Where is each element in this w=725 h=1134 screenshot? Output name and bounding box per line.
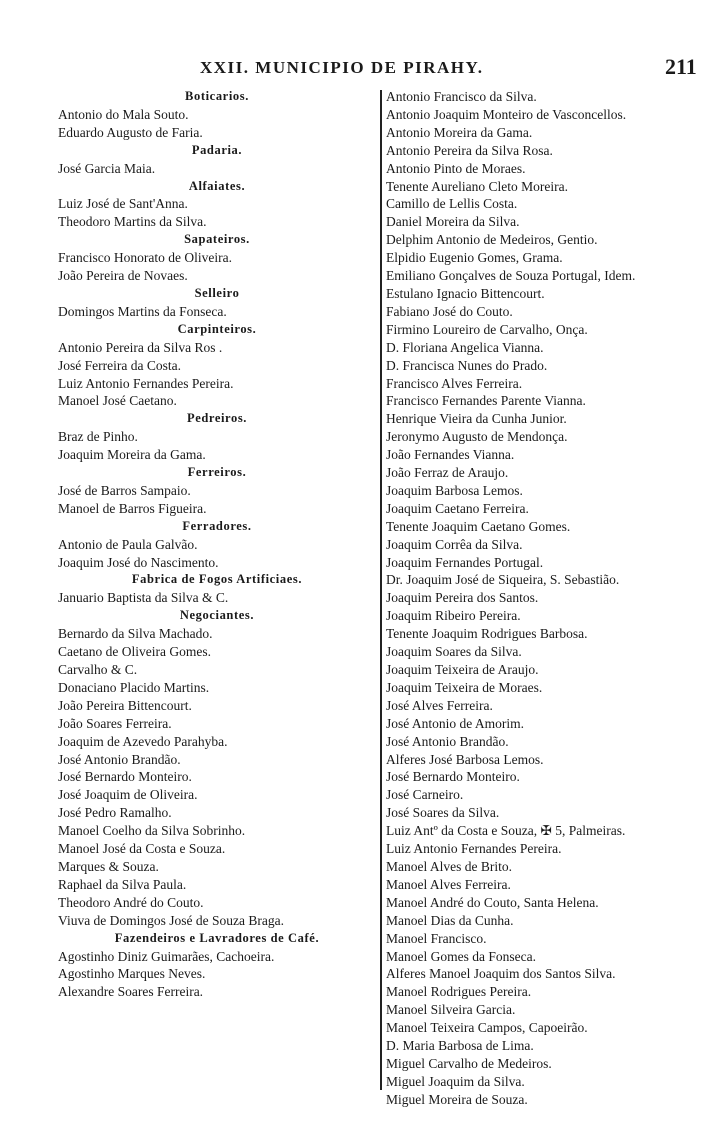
list-entry: Daniel Moreira da Silva. bbox=[386, 214, 520, 230]
list-entry: Joaquim Barbosa Lemos. bbox=[386, 482, 523, 498]
list-entry: Januario Baptista da Silva & C. bbox=[58, 590, 229, 606]
list-entry: Antonio do Mala Souto. bbox=[58, 106, 189, 122]
list-entry: Tenente Aureliano Cleto Moreira. bbox=[386, 178, 568, 194]
list-entry: João Ferraz de Araujo. bbox=[386, 465, 509, 481]
list-entry: Manoel Gomes da Fonseca. bbox=[386, 948, 536, 964]
list-entry: Luiz Antonio Fernandes Pereira. bbox=[386, 841, 562, 857]
list-entry: Manoel André do Couto, Santa Helena. bbox=[386, 894, 599, 910]
list-entry: Carvalho & C. bbox=[58, 662, 138, 677]
list-entry: D. Maria Barbosa de Lima. bbox=[386, 1038, 534, 1054]
list-entry: Francisco Fernandes Parente Vianna. bbox=[386, 393, 586, 409]
list-entry: José de Barros Sampaio. bbox=[58, 482, 191, 498]
list-entry: Manoel Dias da Cunha. bbox=[386, 912, 514, 928]
list-entry: Caetano de Oliveira Gomes. bbox=[58, 644, 211, 660]
list-entry: Manoel de Barros Figueira. bbox=[58, 500, 207, 516]
list-entry: Joaquim Ribeiro Pereira. bbox=[386, 608, 521, 624]
right-column bbox=[386, 88, 722, 1109]
list-entry: Luiz Antº da Costa e Souza, ✠ 5, Palmeiras. bbox=[386, 823, 626, 839]
list-entry: Joaquim Caetano Ferreira. bbox=[386, 500, 529, 516]
list-entry: Marques & Souza. bbox=[58, 858, 159, 874]
list-entry: Manoel José da Costa e Souza. bbox=[58, 841, 226, 857]
list-entry: Manoel José Caetano. bbox=[58, 393, 177, 409]
list-entry: José Garcia Maia. bbox=[58, 160, 156, 176]
list-entry: Joaquim Fernandes Portugal. bbox=[386, 554, 544, 570]
list-entry: Alferes Manoel Joaquim dos Santos Silva. bbox=[386, 966, 616, 982]
list-entry: José Soares da Silva. bbox=[386, 805, 500, 821]
section-heading: Padaria. bbox=[191, 142, 243, 157]
list-entry: Henrique Vieira da Cunha Junior. bbox=[386, 411, 567, 427]
left-column bbox=[58, 88, 376, 1001]
list-entry: Manoel Rodrigues Pereira. bbox=[386, 984, 532, 1000]
list-entry: Joaquim Soares da Silva. bbox=[386, 644, 522, 660]
list-entry: Antonio de Paula Galvão. bbox=[58, 536, 198, 552]
page-number: 211 bbox=[665, 54, 697, 79]
section-heading: Sapateiros. bbox=[184, 232, 250, 247]
list-entry: Joaquim José do Nascimento. bbox=[58, 554, 219, 570]
list-entry: Elpidio Eugenio Gomes, Grama. bbox=[386, 250, 563, 266]
list-entry: Raphael da Silva Paula. bbox=[58, 876, 187, 892]
list-entry: Manoel Alves Ferreira. bbox=[386, 876, 511, 892]
list-entry: Braz de Pinho. bbox=[58, 429, 138, 445]
list-entry: Jeronymo Augusto de Mendonça. bbox=[386, 429, 568, 445]
list-entry: Manoel Alves de Brito. bbox=[386, 858, 512, 874]
list-entry: José Alves Ferreira. bbox=[386, 697, 493, 713]
list-entry: Manoel Silveira Garcia. bbox=[386, 1002, 516, 1018]
list-entry: José Bernardo Monteiro. bbox=[386, 769, 520, 785]
list-entry: Joaquim de Azevedo Parahyba. bbox=[58, 733, 228, 749]
list-entry: Miguel Moreira de Souza. bbox=[386, 1091, 528, 1107]
section-heading: Boticarios. bbox=[185, 89, 249, 103]
list-entry: D. Floriana Angelica Vianna. bbox=[386, 339, 544, 355]
list-entry: Joaquim Teixeira de Araujo. bbox=[386, 662, 539, 677]
section-heading: Fazendeiros e Lavradores de Café. bbox=[114, 930, 320, 945]
list-entry: Manoel Francisco. bbox=[386, 930, 487, 946]
section-heading: Negociantes. bbox=[179, 608, 255, 623]
list-entry: Emiliano Gonçalves de Souza Portugal, Idem. bbox=[386, 268, 636, 284]
list-entry: Domingos Martins da Fonseca. bbox=[58, 303, 227, 319]
page-header bbox=[0, 54, 725, 82]
list-entry: João Fernandes Vianna. bbox=[386, 447, 515, 463]
list-entry: Camillo de Lellis Costa. bbox=[386, 196, 518, 212]
list-entry: Bernardo da Silva Machado. bbox=[58, 626, 213, 642]
list-entry: Manoel Coelho da Silva Sobrinho. bbox=[58, 823, 246, 839]
list-entry: José Joaquim de Oliveira. bbox=[58, 787, 198, 803]
section-heading: Ferreiros. bbox=[187, 465, 247, 480]
section-heading: Fabrica de Fogos Artificiaes. bbox=[131, 572, 303, 587]
list-entry: José Pedro Ramalho. bbox=[58, 805, 172, 821]
section-heading: Carpinteiros. bbox=[177, 321, 257, 336]
list-entry: Antonio Pereira da Silva Rosa. bbox=[386, 142, 553, 158]
list-entry: José Ferreira da Costa. bbox=[58, 357, 181, 373]
list-entry: Miguel Joaquim da Silva. bbox=[386, 1073, 525, 1089]
list-entry: Antonio Moreira da Gama. bbox=[386, 124, 533, 140]
section-heading: Selleiro bbox=[194, 285, 240, 300]
list-entry: José Antonio Brandão. bbox=[386, 733, 509, 749]
list-entry: Miguel Carvalho de Medeiros. bbox=[386, 1055, 552, 1071]
page-title: XXII. MUNICIPIO DE PIRAHY. bbox=[200, 58, 484, 77]
column-divider bbox=[380, 90, 382, 1090]
list-entry: Dr. Joaquim José de Siqueira, S. Sebastião. bbox=[386, 572, 620, 588]
list-entry: Joaquim Pereira dos Santos. bbox=[386, 590, 539, 606]
list-entry: Luiz Antonio Fernandes Pereira. bbox=[58, 375, 234, 391]
list-entry: Antonio Francisco da Silva. bbox=[386, 89, 537, 104]
list-entry: Antonio Pinto de Moraes. bbox=[386, 160, 526, 176]
list-entry: Joaquim Moreira da Gama. bbox=[58, 447, 206, 463]
list-entry: D. Francisca Nunes do Prado. bbox=[386, 357, 548, 373]
list-entry: Donaciano Placido Martins. bbox=[58, 679, 210, 695]
section-heading: Ferradores. bbox=[182, 518, 252, 533]
list-entry: Theodoro Martins da Silva. bbox=[58, 214, 207, 230]
list-entry: Tenente Joaquim Rodrigues Barbosa. bbox=[386, 626, 588, 642]
list-entry: José Antonio Brandão. bbox=[58, 751, 181, 767]
list-entry: João Pereira Bittencourt. bbox=[58, 697, 192, 713]
list-entry: Manoel Teixeira Campos, Capoeirão. bbox=[386, 1020, 588, 1036]
list-entry: Theodoro André do Couto. bbox=[58, 894, 204, 910]
list-entry: Delphim Antonio de Medeiros, Gentio. bbox=[386, 232, 598, 248]
list-entry: José Antonio de Amorim. bbox=[386, 715, 524, 731]
list-entry: Luiz José de Sant'Anna. bbox=[58, 196, 188, 212]
list-entry: Alexandre Soares Ferreira. bbox=[58, 984, 204, 1000]
list-entry: Joaquim Teixeira de Moraes. bbox=[386, 679, 543, 695]
list-entry: José Bernardo Monteiro. bbox=[58, 769, 192, 785]
list-entry: Agostinho Diniz Guimarães, Cachoeira. bbox=[58, 948, 275, 964]
list-entry: Antonio Pereira da Silva Ros . bbox=[58, 339, 223, 355]
list-entry: Antonio Joaquim Monteiro de Vasconcellos. bbox=[386, 106, 627, 122]
list-entry: Francisco Alves Ferreira. bbox=[386, 375, 523, 391]
section-heading: Pedreiros. bbox=[186, 411, 248, 426]
list-entry: João Pereira de Novaes. bbox=[58, 268, 188, 284]
list-entry: Estulano Ignacio Bittencourt. bbox=[386, 285, 545, 301]
list-entry: Fabiano José do Couto. bbox=[386, 303, 513, 319]
list-entry: José Carneiro. bbox=[386, 787, 464, 803]
list-entry: Eduardo Augusto de Faria. bbox=[58, 124, 203, 140]
list-entry: Firmino Loureiro de Carvalho, Onça. bbox=[386, 321, 588, 337]
list-entry: João Soares Ferreira. bbox=[58, 715, 172, 731]
list-entry: Tenente Joaquim Caetano Gomes. bbox=[386, 518, 571, 534]
section-heading: Alfaiates. bbox=[188, 178, 246, 193]
list-entry: Agostinho Marques Neves. bbox=[58, 966, 206, 982]
list-entry: Alferes José Barbosa Lemos. bbox=[386, 751, 544, 767]
list-entry: Francisco Honorato de Oliveira. bbox=[58, 250, 232, 266]
list-entry: Viuva de Domingos José de Souza Braga. bbox=[58, 912, 285, 928]
list-entry: Joaquim Corrêa da Silva. bbox=[386, 536, 523, 552]
